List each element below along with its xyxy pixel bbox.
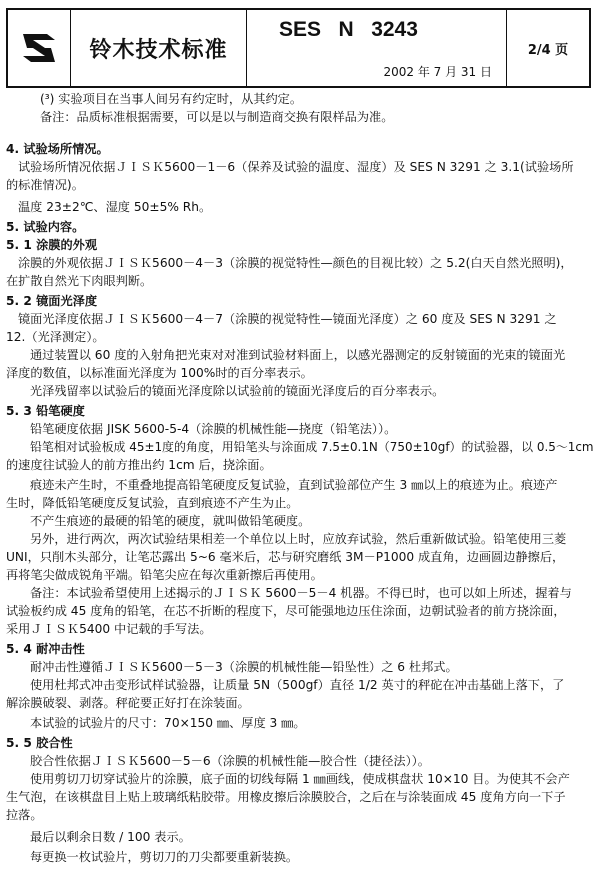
text-line: 温度 23±2℃、湿度 50±5% Rh。 [18,200,212,214]
text-line: 生时，降低铅笔硬度反复试验，直到痕迹不产生为止。 [6,496,299,510]
text-line: 的标准情况)。 [6,178,84,192]
text-line: 生气泡，在该棋盘目上贴上玻璃纸粘胶带。用橡皮擦后涂膜胶合，之后在与涂装面成 45 度角方向一下子 [6,790,566,804]
text-line: 试验板约成 45 度角的铅笔，在芯不折断的程度下，尽可能强地边压住涂面，边朝试验者的前方挠涂面， [6,604,566,618]
text-line: 拉落。 [6,808,43,822]
text-line: 铅笔硬度依据 JISK 5600-5-4（涂膜的机械性能—挠度（铅笔法））。 [30,422,397,436]
text-line: 最后以剩余日数 / 100 表示。 [30,830,191,844]
document-body [0,92,600,878]
issue-date: 2002 年 7 月 31 日 [383,65,492,79]
text-line: 解涂膜破裂、剥落。秤砣要正好打在涂装面。 [6,696,250,710]
section-heading: 4. 试验场所情况。 [6,142,109,156]
text-line: 光泽残留率以试验后的镜面光泽度除以试验前的镜面光泽度后的百分率表示。 [30,384,445,398]
section-heading: 5. 2 镜面光泽度 [6,294,98,308]
text-line: 试验场所情况依据ＪＩＳＫ5600－1－6（保养及试验的温度、湿度）及 SES N 3291 之 3.1(试验场所 [18,160,574,174]
text-line: 涂膜的外观依据ＪＩＳＫ5600－4－3（涂膜的视觉特性—颜色的目视比较）之 5.2(白天自然光照明)， [18,256,573,270]
text-line: 的速度往试验人的前方推出约 1cm 后，挠涂面。 [6,458,272,472]
text-line: 耐冲击性遵循ＪＩＳＫ5600－5－3（涂膜的机械性能—铅坠性）之 6 杜邦式。 [30,660,458,674]
section-heading: 5. 试验内容。 [6,220,85,234]
text-line: 采用ＪＩＳＫ5400 中记载的手写法。 [6,622,212,636]
section-heading: 5. 5 胶合性 [6,736,73,750]
text-line: 使用剪切刀切穿试验片的涂膜，底子面的切线每隔 1 ㎜画线，使成棋盘状 10×10 目。为使其不会产 [30,772,570,786]
text-line: UNI，只削木头部分，让笔芯露出 5~6 毫米后，芯与研究磨纸 3M－P1000 成直角，边画圆边静擦后， [6,550,565,564]
text-line: 12.（光泽测定）。 [6,330,105,344]
text-line: 泽度的数值，以标准面光泽度为 100%时的百分率表示。 [6,366,313,380]
text-line: 铅笔相对试验板成 45±1度的角度，用铅笔头与涂面成 7.5±0.1N（750±10gf）的试验器，以 0.5～1cm [30,440,594,454]
text-line: 另外，进行两次，两次试验结果相差一个单位以上时，应放弃试验，然后重新做试验。铅笔使用三菱 [30,532,567,546]
text-line: 镜面光泽度依据ＪＩＳＫ5600－4－7（涂膜的视觉特性—镜面光泽度）之 60 度及 SES N 3291 之 [18,312,557,326]
section-heading: 5. 3 铅笔硬度 [6,404,85,418]
suzuki-logo-icon [8,10,71,86]
text-line: 痕迹未产生时，不重叠地提高铅笔硬度反复试验，直到试验部位产生 3 ㎜以上的痕迹为止。痕迹产 [30,478,558,492]
text-line: 备注：品质标准根据需要，可以是以与制造商交换有限样品为准。 [40,110,394,124]
section-heading: 5. 1 涂膜的外观 [6,238,98,252]
text-line: (³) 实验项目在当事人间另有约定时，从其约定。 [40,92,303,106]
text-line: 本试验的试验片的尺寸：70×150 ㎜、厚度 3 ㎜。 [30,716,306,730]
standard-number: SES N 3243 [279,18,418,41]
page-number: 2/4 页 [527,42,569,58]
text-line: 备注：本试验希望使用上述揭示的ＪＩＳＫ 5600－5－4 机器。不得已时，也可以如上所述，握着与 [30,586,572,600]
text-line: 不产生痕迹的最硬的铅笔的硬度，就叫做铅笔硬度。 [30,514,311,528]
standard-cell [247,10,507,86]
text-line: 胶合性依据ＪＩＳＫ5600－5－6（涂膜的机械性能—胶合性（捷径法））。 [30,754,430,768]
org-name: 铃木技术标准 [71,10,247,86]
text-line: 在扩散自然光下肉眼判断。 [6,274,153,288]
text-line: 每更换一枚试验片，剪切刀的刀尖都要重新装换。 [30,850,299,864]
text-line: 再将笔尖做成锐角平端。铅笔尖应在每次重新擦后再使用。 [6,568,323,582]
section-heading: 5. 4 耐冲击性 [6,642,85,656]
text-line: 通过装置以 60 度的入射角把光束对对准到试验材料面上，以感光器测定的反射镜面的光束的镜面光 [30,348,566,362]
document-header [6,8,591,88]
text-line: 使用杜邦式冲击变形试样试验器，让质量 5N（500gf）直径 1/2 英寸的秤砣在冲击基础上落下，了 [30,678,565,692]
